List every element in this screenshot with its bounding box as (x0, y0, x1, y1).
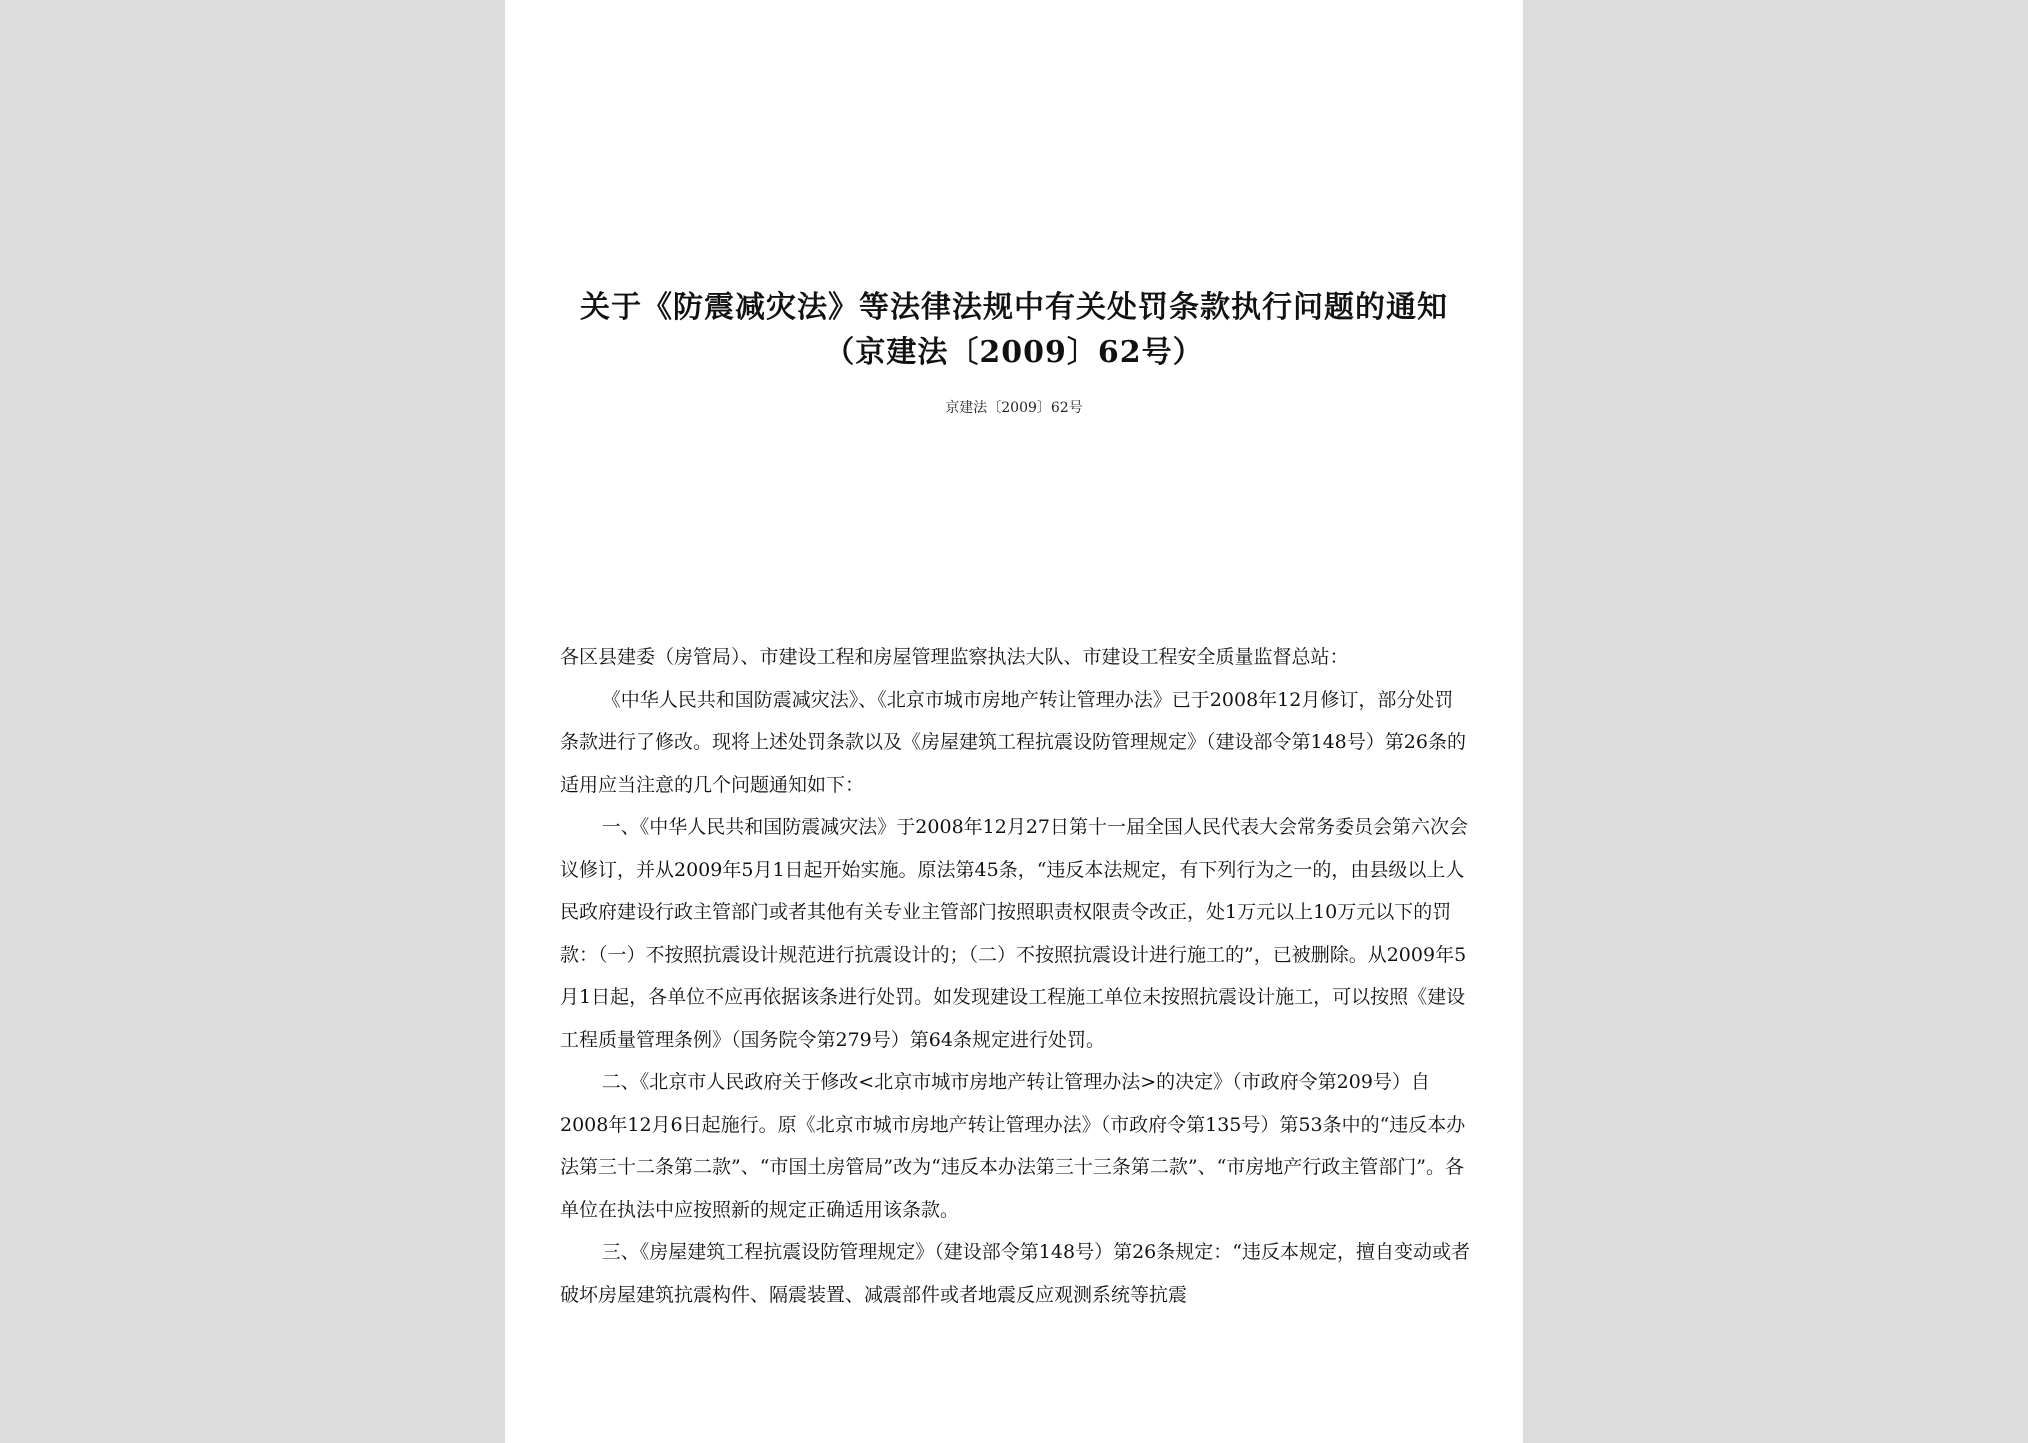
paragraph-intro: 《中华人民共和国防震减灾法》、《北京市城市房地产转让管理办法》已于2008年12月修订，部分处罚条款进行了修改。现将上述处罚条款以及《房屋建筑工程抗震设防管理规定》（建设部令第148号）第26条的适用应当注意的几个问题通知如下： (560, 688, 1466, 796)
document-body (560, 636, 1470, 1316)
document-number: 京建法〔2009〕62号 (945, 400, 1083, 416)
document-page (505, 0, 1523, 1443)
paragraph-item-1: 一、《中华人民共和国防震减灾法》于2008年12月27日第十一届全国人民代表大会常务委员会第六次会议修订，并从2009年5月1日起开始实施。原法第45条，“违反本法规定，有下列行为之一的，由县级以上人民政府建设行政主管部门或者其他有关专业主管部门按照职责权限责令改正，处1万元以上10万元以下的罚款：（一）不按照抗震设计规范进行抗震设计的；（二）不按照抗震设计进行施工的”，已被删除。从2009年5月1日起，各单位不应再依据该条进行处罚。如发现建设工程施工单位未按照抗震设计施工，可以按照《建设工程质量管理条例》（国务院令第279号）第64条规定进行处罚。 (560, 816, 1469, 1051)
document-title: 关于《防震减灾法》等法律法规中有关处罚条款执行问题的通知（京建法〔2009〕62号） (580, 290, 1448, 370)
paragraph-item-3: 三、《房屋建筑工程抗震设防管理规定》（建设部令第148号）第26条规定：“违反本规定，擅自变动或者破坏房屋建筑抗震构件、隔震装置、减震部件或者地震反应观测系统等抗震 (560, 1241, 1470, 1306)
paragraph-item-2: 二、《北京市人民政府关于修改<北京市城市房地产转让管理办法>的决定》（市政府令第209号）自2008年12月6日起施行。原《北京市城市房地产转让管理办法》（市政府令第135号）第53条中的“违反本办法第三十二条第二款”、“市国土房管局”改为“违反本办法第三十三条第二款”、“市房地产行政主管部门”。各单位在执法中应按照新的规定正确适用该条款。 (560, 1071, 1466, 1221)
addressee: 各区县建委（房管局）、市建设工程和房屋管理监察执法大队、市建设工程安全质量监督总站： (560, 646, 1349, 668)
